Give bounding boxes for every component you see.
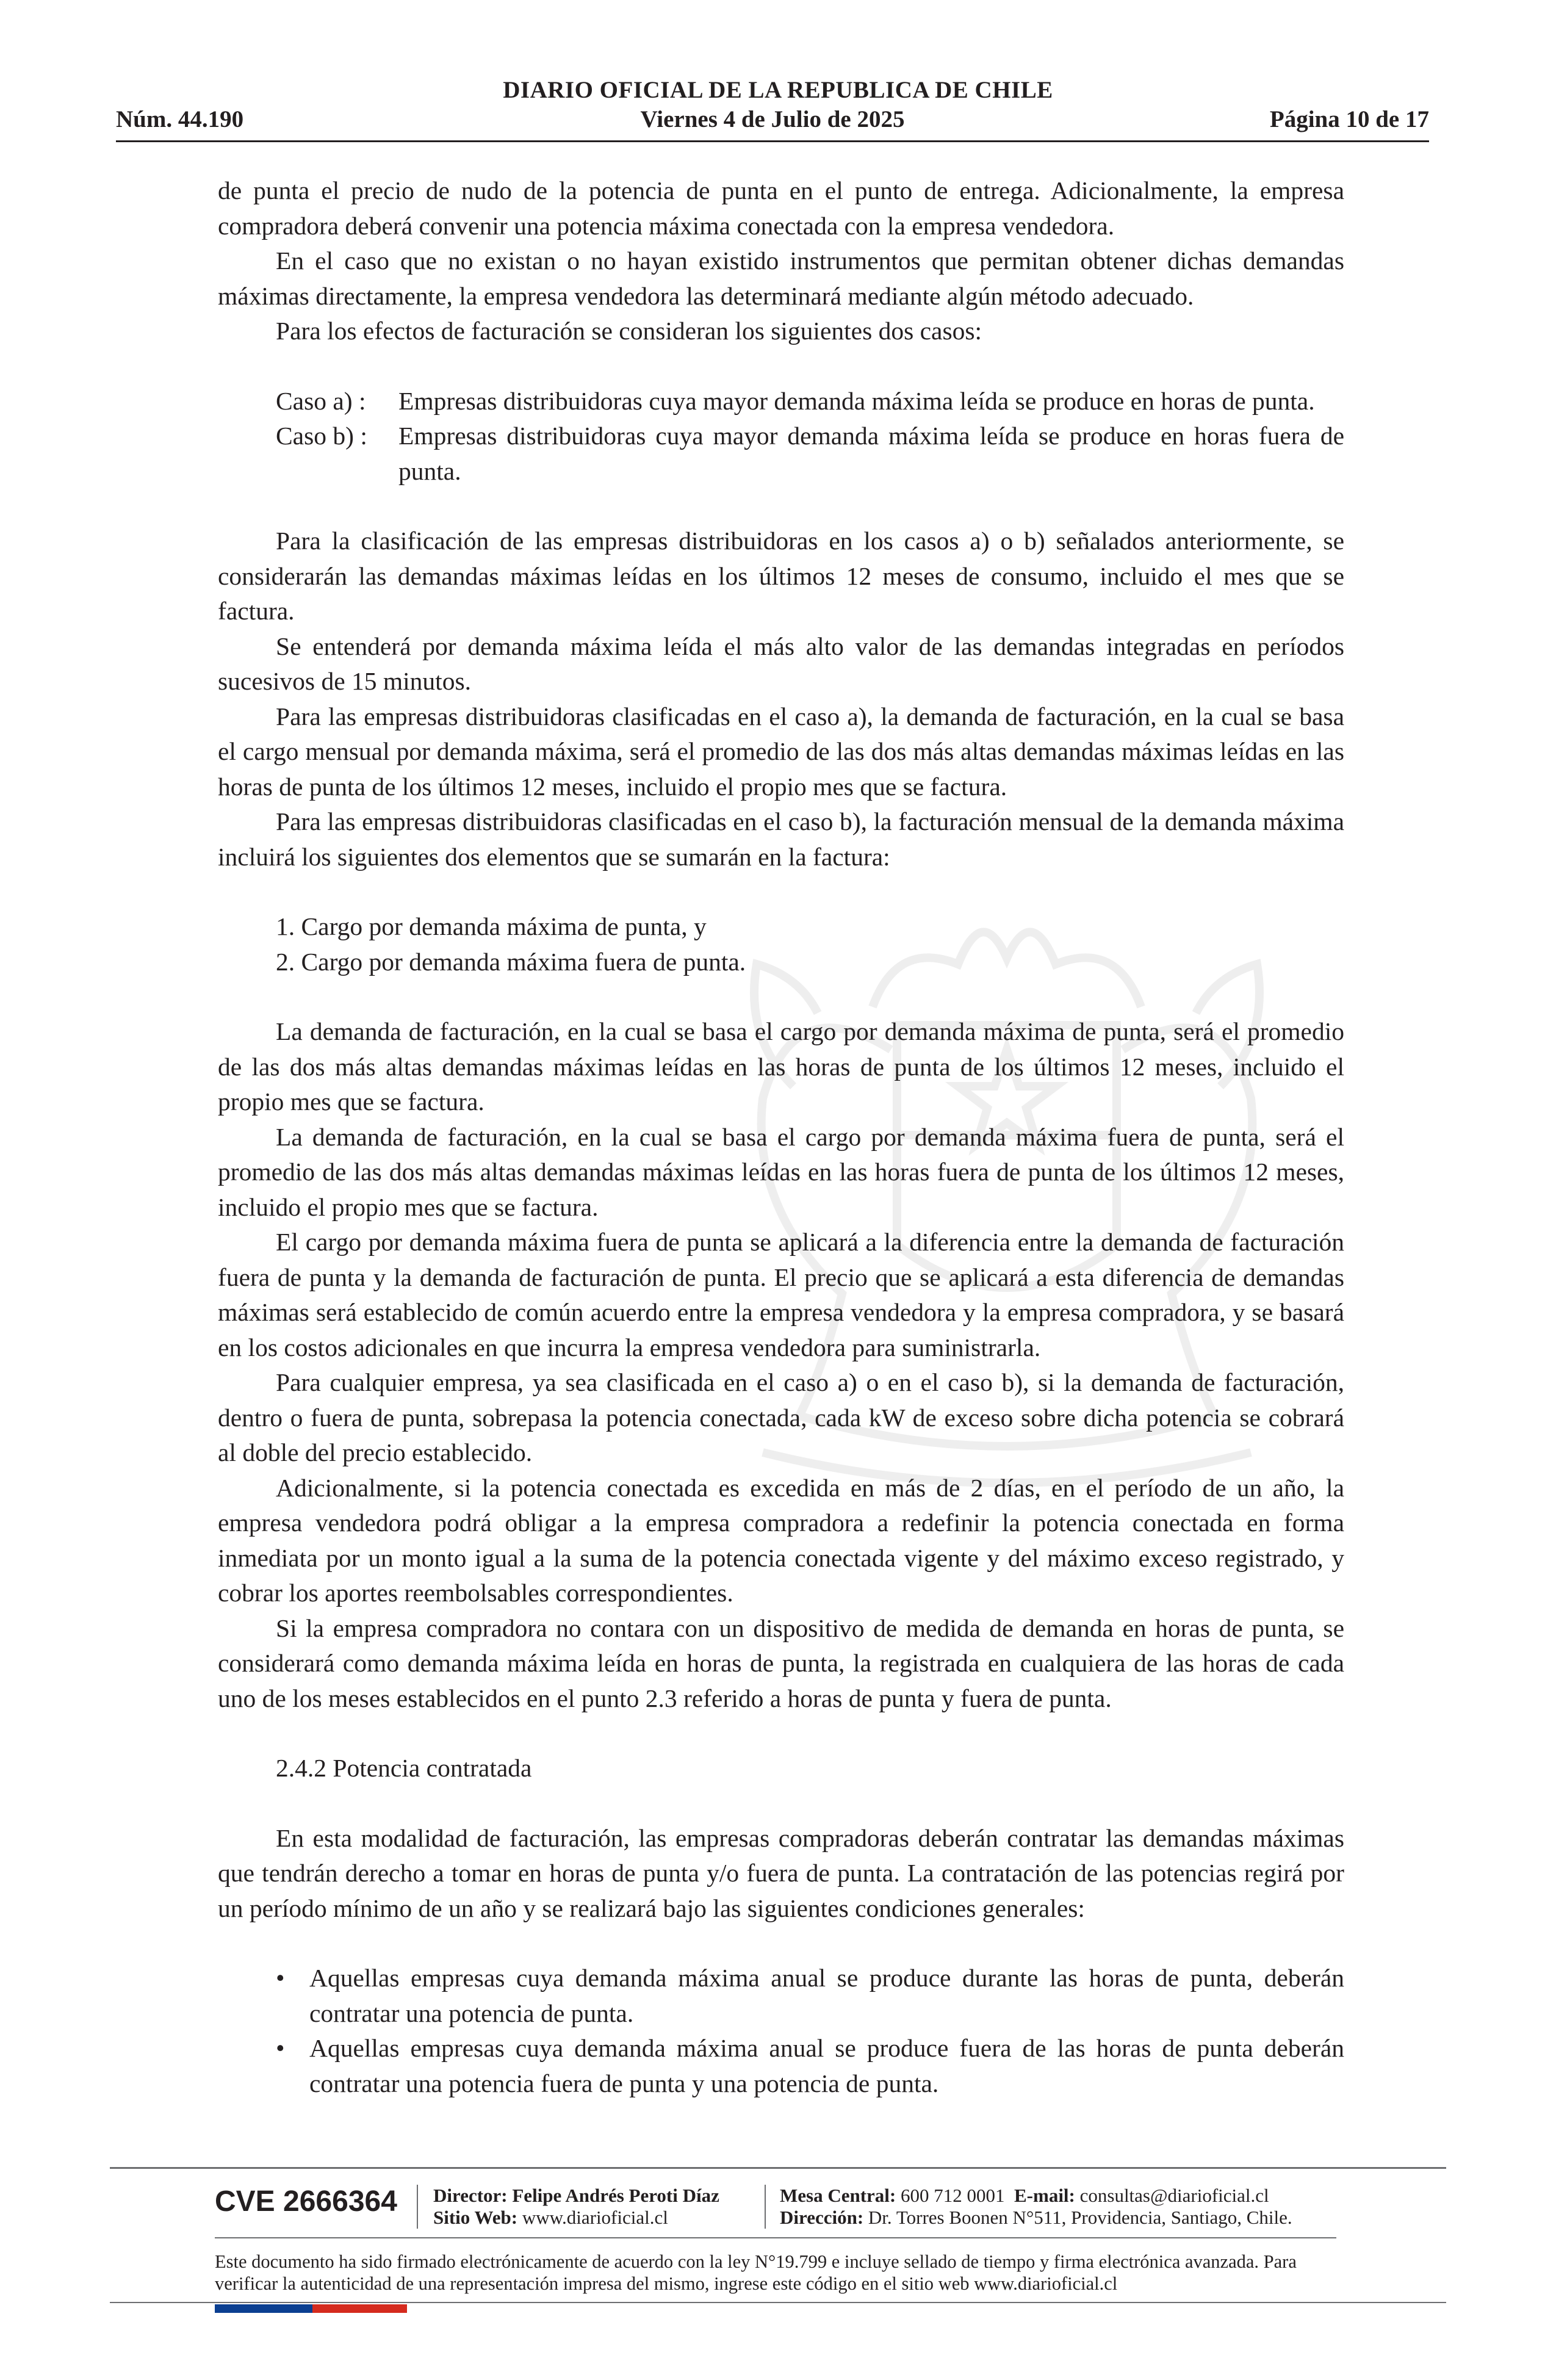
paragraph: de punta el precio de nudo de la potencia de punta en el punto de entrega. Adicionalmente, la empresa compradora deberá convenir una potencia máxima conectada con la empresa vendedora. bbox=[218, 176, 1344, 240]
case-b-item bbox=[218, 419, 1344, 489]
cve-code: CVE 2666364 bbox=[215, 2185, 397, 2218]
flag-bar-red bbox=[312, 2304, 407, 2313]
bullet-icon: • bbox=[276, 2034, 285, 2062]
case-a-text: Empresas distribuidoras cuya mayor demanda máxima leída se produce en horas de punta. bbox=[398, 386, 1315, 415]
case-b-label: Caso b) : bbox=[276, 422, 367, 450]
paragraph: Para las empresas distribuidoras clasificadas en el caso b), la facturación mensual de la demanda máxima incluirá los siguientes dos elementos que se sumarán en la factura: bbox=[218, 807, 1344, 871]
direccion-value: Dr. Torres Boonen N°511, Providencia, Santiago, Chile. bbox=[868, 2207, 1292, 2228]
paragraph: Para cualquier empresa, ya sea clasificada en el caso a) o en el caso b), si la demanda de facturación, dentro o fuera de punta, sobrepasa la potencia conectada, cada kW de exceso sobre dicha potencia se cobrará al doble del precio establecido. bbox=[218, 1368, 1344, 1466]
director-name: Felipe Andrés Peroti Díaz bbox=[512, 2185, 719, 2206]
footer-separator bbox=[417, 2185, 418, 2229]
case-a-label: Caso a) : bbox=[276, 386, 366, 415]
document-body bbox=[218, 173, 1344, 2101]
mesa-label: Mesa Central: bbox=[780, 2185, 896, 2206]
footer-director-block bbox=[433, 2185, 719, 2229]
newspaper-title: DIARIO OFICIAL DE LA REPUBLICA DE CHILE bbox=[503, 77, 1053, 103]
direccion-label: Dirección: bbox=[780, 2207, 864, 2228]
email-link[interactable]: consultas@diarioficial.cl bbox=[1079, 2185, 1269, 2206]
web-link[interactable]: www.diarioficial.cl bbox=[522, 2207, 668, 2228]
header-divider bbox=[116, 140, 1429, 142]
footer-divider bbox=[110, 2167, 1446, 2169]
issue-number: Núm. 44.190 bbox=[116, 106, 244, 132]
paragraph: Adicionalmente, si la potencia conectada es excedida en más de 2 días, en el período de un año, la empresa vendedora podrá obligar a la empresa compradora a redefinir la potencia conectada en forma inmediata por un monto igual a la suma de la potencia conectada vigente y del máximo exceso registrado, y cobrar los aportes reembolsables correspondientes. bbox=[218, 1473, 1344, 1607]
case-a-item bbox=[218, 384, 1344, 419]
footer-separator bbox=[765, 2185, 766, 2229]
paragraph: La demanda de facturación, en la cual se basa el cargo por demanda máxima fuera de punta, será el promedio de las dos más altas demandas máximas leídas en las horas fuera de punta de los últimos 12 meses, incluido el propio mes que se factura. bbox=[218, 1122, 1344, 1221]
page-number: Página 10 de 17 bbox=[1269, 106, 1429, 132]
header-row bbox=[116, 104, 1429, 135]
footer-divider bbox=[215, 2237, 1336, 2238]
footer-divider bbox=[110, 2302, 1446, 2303]
bullet-text: Aquellas empresas cuya demanda máxima anual se produce durante las horas de punta, deberán contratar una potencia de punta. bbox=[309, 1964, 1344, 2027]
email-label: E-mail: bbox=[1014, 2185, 1075, 2206]
paragraph: Se entenderá por demanda máxima leída el más alto valor de las demandas integradas en períodos sucesivos de 15 minutos. bbox=[218, 632, 1344, 695]
list-item: 2. Cargo por demanda máxima fuera de punta. bbox=[276, 947, 746, 976]
section-heading: 2.4.2 Potencia contratada bbox=[276, 1754, 532, 1782]
director-label: Director: bbox=[433, 2185, 508, 2206]
bullet-icon: • bbox=[276, 1964, 285, 1992]
paragraph: Para las empresas distribuidoras clasificadas en el caso a), la demanda de facturación, en la cual se basa el cargo mensual por demanda máxima, será el promedio de las dos más altas demandas máximas leídas en las horas de punta de los últimos 12 meses, incluido el propio mes que se factura. bbox=[218, 702, 1344, 801]
bullet-item bbox=[218, 2031, 1344, 2101]
list-item: 1. Cargo por demanda máxima de punta, y bbox=[276, 912, 707, 940]
case-b-text: Empresas distribuidoras cuya mayor demanda máxima leída se produce en horas fuera de punta. bbox=[398, 422, 1344, 485]
mesa-phone: 600 712 0001 bbox=[901, 2185, 1005, 2206]
paragraph: El cargo por demanda máxima fuera de punta se aplicará a la diferencia entre la demanda de facturación fuera de punta y la demanda de facturación de punta. El precio que se aplicará a esta diferencia de demandas máximas será establecido de común acuerdo entre la empresa vendedora y la empresa compradora, y se basará en los costos adicionales en que incurra la empresa vendedora para suministrarla. bbox=[218, 1228, 1344, 1361]
bullet-item bbox=[218, 1961, 1344, 2031]
flag-bar-blue bbox=[215, 2304, 312, 2313]
paragraph: Si la empresa compradora no contara con un dispositivo de medida de demanda en horas de punta, se considerará como demanda máxima leída en horas de punta, la registrada en cualquiera de las horas de cada uno de los meses establecidos en el punto 2.3 referido a horas de punta y fuera de punta. bbox=[218, 1614, 1344, 1712]
paragraph: Para los efectos de facturación se consideran los siguientes dos casos: bbox=[276, 317, 982, 345]
paragraph: La demanda de facturación, en la cual se basa el cargo por demanda máxima de punta, será el promedio de las dos más altas demandas máximas leídas en las horas de punta de los últimos 12 meses, incluido el propio mes que se factura. bbox=[218, 1017, 1344, 1116]
web-label: Sitio Web: bbox=[433, 2207, 518, 2228]
legal-notice: Este documento ha sido firmado electrónicamente de acuerdo con la ley N°19.799 e incluye sellado de tiempo y firma electrónica avanzada. Para verificar la autenticidad de una representación impresa del mismo, ingrese este código en el sitio web www.diarioficial.cl bbox=[215, 2251, 1297, 2294]
bullet-text: Aquellas empresas cuya demanda máxima anual se produce fuera de las horas de punta deberán contratar una potencia fuera de punta y una potencia de punta. bbox=[309, 2034, 1344, 2097]
paragraph: Para la clasificación de las empresas distribuidoras en los casos a) o b) señalados anteriormente, se considerarán las demandas máximas leídas en los últimos 12 meses de consumo, incluido el mes que se factura. bbox=[218, 527, 1344, 625]
footer-contact-block bbox=[780, 2185, 1292, 2229]
issue-date: Viernes 4 de Julio de 2025 bbox=[640, 106, 905, 132]
paragraph: En esta modalidad de facturación, las empresas compradoras deberán contratar las demandas máximas que tendrán derecho a tomar en horas de punta y/o fuera de punta. La contratación de las potencias regirá por un período mínimo de un año y se realizará bajo las siguientes condiciones generales: bbox=[218, 1823, 1344, 1922]
paragraph: En el caso que no existan o no hayan existido instrumentos que permitan obtener dichas demandas máximas directamente, la empresa vendedora las determinará mediante algún método adecuado. bbox=[218, 247, 1344, 310]
